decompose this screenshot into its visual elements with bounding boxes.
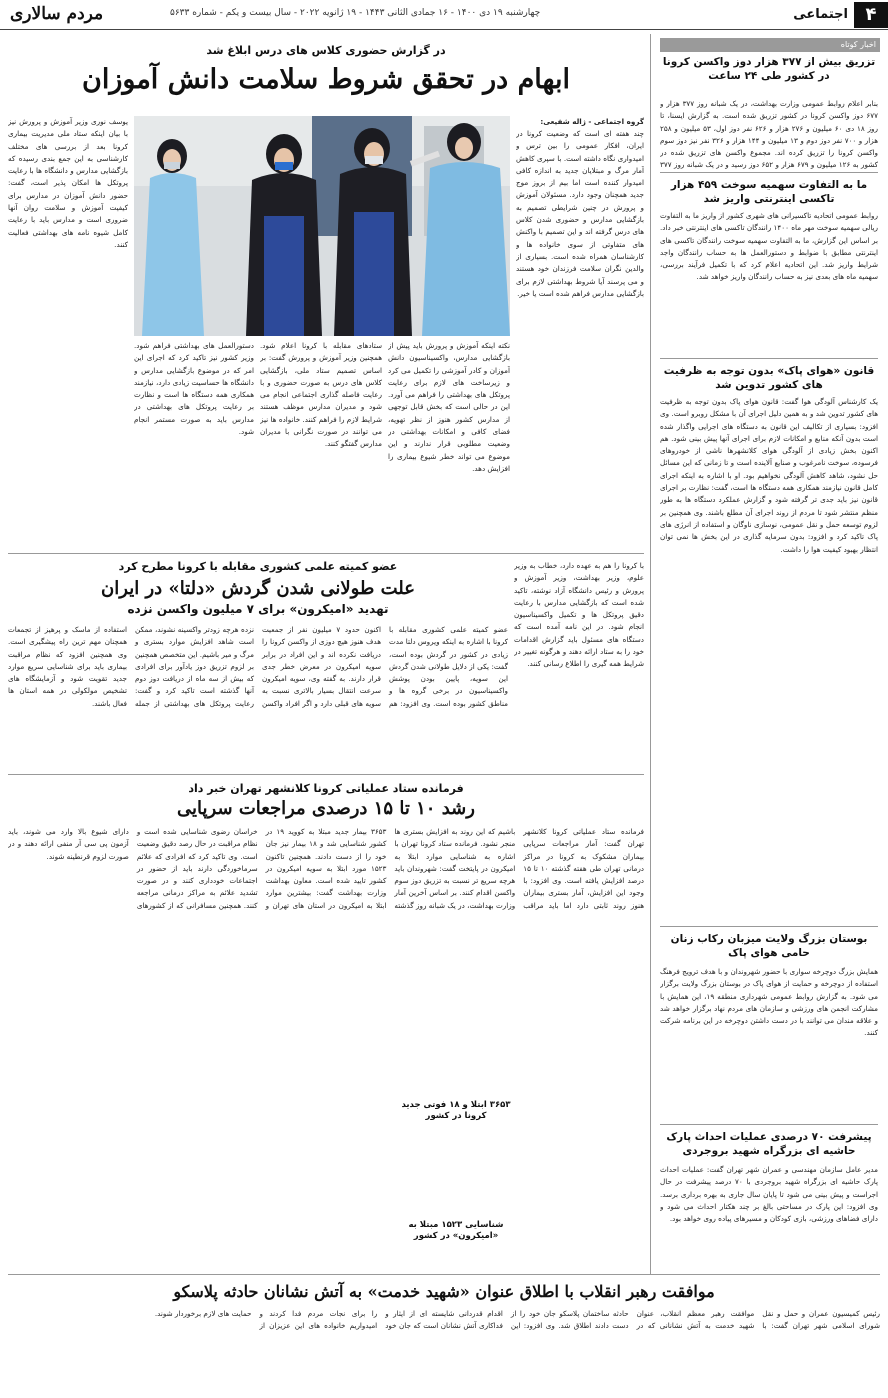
divider <box>8 1274 880 1275</box>
sidebar-item-body: یک کارشناس آلودگی هوا گفت: قانون هوای پاک بدون توجه به ظرفیت های کشور تدوین شد و به همین دلیل اجرای آن با مشکل روبرو است. وی افزود: بسیاری از تکالیف این قانون به دستگاه های اجرایی واگذار شده است بدون آنکه منابع و امکانات لازم برای اجرای آنها پیش بینی شود. هم اکنون بخش زیادی از آلودگی هوای کلانشهرها ناشی از خودروهای فرسوده، سوخت نامرغوب و صنایع آلاینده است و تا زمانی که این مسائل حل نشود، شاهد کاهش آلودگی نخواهیم بود. او با اشاره به اینکه اجرای کامل قانون نیازمند همکاری همه دستگاه ها است، گفت: نظارت بر اجرای قانون نیز باید جدی تر گرفته شود و گزارش عملکرد دستگاه ها به طور منظم منتشر شود تا مردم از روند اجرای آن مطلع باشند. وی همچنین بر لزوم توسعه حمل و نقل عمومی، نوسازی ناوگان و استفاده از انرژی های پاک تاکید کرد و افزود: بدون سرمایه گذاری در این بخش ها نمی توان انتظار بهبود کیفیت هوا را داشت. <box>660 397 878 554</box>
story3-inline-head: ۳۶۵۳ ابتلا و ۱۸ فوتی جدید کرونا در کشور <box>396 1100 516 1123</box>
story2-column-1: با کرونا را هم به عهده دارد، خطاب به وزیر علوم، وزیر بهداشت، وزیر آموزش و پرورش و رئیس دانشگاه آزاد نوشته، تاکید شده است که بازگشایی مدارس با رعایت دقیق پروتکل ها و تکمیل واکسیناسیون انجام شود. در این نامه آمده است که دستگاه های مسئول باید گزارش اقدامات خود را به ستاد ارائه دهند و هرگونه تغییر در شرایط همه گیری را اطلاع رسانی کنند. <box>514 561 644 669</box>
lead-column-4: دستورالعمل های بهداشتی فراهم شود. وزیر کشور نیز تاکید کرد که اجرای این امر که در موضوع بازگشایی مدارس و دانشگاه ها حساسیت زیادی دارد، نیازمند همکاری همه دستگاه ها است و نظارت بر رعایت پروتکل های بهداشتی در مدارس باید به صورت مستمر انجام شود. <box>134 341 254 437</box>
sidebar-item-title: قانون «هوای پاک» بدون توجه به ظرفیت های کشور تدوین شد <box>663 365 875 392</box>
story3-kicker: فرمانده ستاد عملیاتی کرونا کلانشهر تهران خبر داد <box>188 782 464 795</box>
sidebar-item-title: بوستان بزرگ ولایت میزبان رکاب زنان حامی هوای پاک <box>670 933 868 960</box>
lead-headline: ابهام در تحقق شروط سلامت دانش آموزان <box>82 64 570 95</box>
story3-headline: رشد ۱۰ تا ۱۵ درصدی مراجعات سرپایی <box>177 798 475 819</box>
story2-headline: علت طولانی شدن گردش «دلتا» در ایران <box>101 578 415 599</box>
lead-kicker: در گزارش حضوری کلاس های درس ابلاغ شد <box>206 44 446 57</box>
divider <box>660 358 878 359</box>
story3-body: فرمانده ستاد عملیاتی کرونا کلانشهر تهران گفت: آمار مراجعات سرپایی بیماران مشکوک به کرونا در مراکز درمانی تهران طی هفته گذشته ۱۰ تا ۱۵ درصد افزایش یافته است. وی افزود: با وجود این افزایش، آمار بستری بیماران هنوز روند ثابتی دارد اما باید مراقب باشیم که این روند به افزایش بستری ها منجر نشود. فرمانده ستاد کرونا تهران با اشاره به شناسایی موارد ابتلا به امیکرون در پایتخت گفت: شهروندان باید هرچه سریع تر نسبت به تزریق دوز سوم واکسن اقدام کنند. بر اساس آخرین آمار وزارت بهداشت، در یک شبانه روز گذشته ۳۶۵۳ بیمار جدید مبتلا به کووید ۱۹ در کشور شناسایی شد و ۱۸ بیمار نیز جان خود را از دست دادند. همچنین تاکنون ۱۵۲۳ مورد ابتلا به سویه امیکرون در کشور تایید شده است. معاون بهداشت وزارت بهداشت گفت: بیشترین موارد ابتلا به امیکرون در استان های تهران و خراسان رضوی شناسایی شده است و نظام مراقبت در حال رصد دقیق وضعیت است. وی تاکید کرد که افرادی که علائم سرماخوردگی دارند باید از حضور در اجتماعات خودداری کنند و در صورت تشدید علائم به مراکز درمانی مراجعه کنند. همچنین مسافرانی که از کشورهای دارای شیوع بالا وارد می شوند، باید آزمون پی سی آر منفی ارائه دهند و در صورت لزوم قرنطینه شوند. <box>8 827 644 910</box>
story2-subhead: تهدید «امیکرون» برای ۷ میلیون واکسن نزده <box>127 602 389 616</box>
sidebar-tag: اخبار کوتاه <box>660 38 880 52</box>
story2-kicker: عضو کمیته علمی کشوری مقابله با کرونا مطرح کرد <box>118 560 398 573</box>
sidebar-item-title: ما به التفاوت سهمیه سوخت ۴۵۹ هزار تاکسی اینترنتی واریز شد <box>670 179 868 206</box>
sidebar-item-body: مدیر عامل سازمان مهندسی و عمران شهر تهران گفت: عملیات احداث پارک حاشیه ای بزرگراه شهید بروجردی با ۷۰ درصد پیشرفت در حال اجراست و پیش بینی می شود تا پایان سال جاری به بهره برداری برسد. وی افزود: این پارک در مساحتی بالغ بر چند هکتار احداث می شود و دارای فضاهای ورزشی، بازی کودکان و مسیرهای پیاده روی خواهد بود. <box>660 1165 878 1224</box>
divider <box>8 774 644 775</box>
sidebar-item-title: پیشرفت ۷۰ درصدی عملیات احداث پارک حاشیه ای بزرگراه شهید بروجردی <box>666 1131 872 1158</box>
lead-column-1: چند هفته ای است که وضعیت کرونا در ایران، افکار عمومی را بین ترس و امیدواری نگاه داشته است. با سپری کاهش آمار مرگ و مبتلایان جدید به اندازه کافی امیدوار کننده است اما بیم از بروز موج جدید همچنان وجود دارد. مسئولان آموزش و پرورش در چنین شرایطی تصمیم به بازگشایی مدارس و حضوری شدن کلاس های درس گرفته اند و این تصمیم با واکنش های متفاوتی از سوی خانواده ها و کارشناسان همراه شده است. بسیاری از والدین نگران سلامت فرزندان خود هستند و می پرسند آیا شروط بهداشتی لازم برای بازگشایی مدارس فراهم شده است یا خیر. <box>516 129 644 298</box>
lead-photo <box>134 116 510 336</box>
newspaper-logo: مردم سالاری <box>10 4 104 24</box>
sidebar-item-body: همایش بزرگ دوچرخه سواری با حضور شهروندان و با هدف ترویج فرهنگ استفاده از دوچرخه و حمایت از هوای پاک در بوستان بزرگ ولایت برگزار می شود. به گزارش روابط عمومی شهرداری منطقه ۱۹، این همایش با مشارکت انجمن های ورزشی و سازمان های مردم نهاد برگزار خواهد شد و علاقه مندان می توانند با در دست داشتن دوچرخه در این برنامه شرکت کنند. <box>660 967 878 1038</box>
lead-column-2: نکته اینکه آموزش و پرورش باید پیش از بازگشایی مدارس، واکسیناسیون دانش آموزان و کادر آموزشی را تکمیل می کرد و زیرساخت های لازم برای رعایت پروتکل های بهداشتی را فراهم می آورد. این در حالی است که بخش قابل توجهی از مدارس کشور هنوز از نظر تهویه، فضای کافی و امکانات بهداشتی در وضعیت مطلوبی قرار ندارند و این موضوع می تواند خطر شیوع بیماری را افزایش دهد. <box>388 341 510 473</box>
divider <box>8 553 644 554</box>
divider <box>660 172 878 173</box>
story2-body: عضو کمیته علمی کشوری مقابله با کرونا با اشاره به اینکه ویروس دلتا مدت زیادی در کشور در گردش بوده است، گفت: یکی از دلایل طولانی شدن گردش این سویه، پایین بودن پوشش واکسیناسیون در برخی گروه ها و مناطق کشور بوده است. وی افزود: هم اکنون حدود ۷ میلیون نفر از جمعیت هدف هنوز هیچ دوزی از واکسن کرونا را دریافت نکرده اند و این افراد در برابر سویه امیکرون در معرض خطر جدی قرار دارند. به گفته وی، سویه امیکرون سرعت انتقال بسیار بالاتری نسبت به سویه های قبلی دارد و اگر افراد واکسن نزده هرچه زودتر واکسینه نشوند، ممکن است شاهد افزایش موارد بستری و مرگ و میر باشیم. این متخصص همچنین بر لزوم تزریق دوز یادآور برای افرادی که بیش از سه ماه از دریافت دوز دوم آنها گذشته است تاکید کرد و گفت: رعایت پروتکل های بهداشتی از جمله استفاده از ماسک و پرهیز از تجمعات همچنان مهم ترین راه پیشگیری است. وی همچنین افزود که نظام مراقبت بیماری باید برای شناسایی سریع موارد جدید تقویت شود و آزمایشگاه های تشخیص مولکولی در همه استان ها فعال باشند. <box>8 625 508 708</box>
sidebar-divider <box>650 34 651 1274</box>
divider <box>660 1124 878 1125</box>
sidebar-item-body: روابط عمومی اتحادیه تاکسیرانی های شهری کشور از واریز ما به التفاوت ریالی سهمیه سوخت مهر ماه ۱۴۰۰ رانندگان تاکسی های اینترنتی خبر داد. بر اساس این گزارش، ما به التفاوت سهمیه سوخت رانندگان تاکسی های اینترنتی مطابق با ضوابط و دستورالعمل ها به حساب رانندگان واجد شرایط واریز شد. این اتحادیه اعلام کرد که با تکمیل فرآیند بررسی، سهمیه ماه های بعدی نیز به حساب رانندگان واریز خواهد شد. <box>660 211 878 282</box>
lead-column-3: یوسف نوری وزیر آموزش و پرورش نیز با بیان اینکه ستاد ملی مدیریت بیماری کرونا بعد از بررسی های مختلف کارشناسی به این جمع بندی رسیده که بازگشایی مدارس و دانشگاه ها با رعایت پروتکل ها امکان پذیر است، گفت: حضور دانش آموزان در مدارس برای کیفیت آموزش و سلامت روان آنها ضروری است و مدارس باید با رعایت کامل شیوه نامه های بهداشتی فعالیت کنند. <box>8 117 128 249</box>
divider <box>660 926 878 927</box>
sidebar-item-title: تزریق بیش از ۳۷۷ هزار دوز واکسن کرونا در کشور طی ۲۴ ساعت <box>662 56 876 83</box>
story4-body: رئیس کمیسیون عمران و حمل و نقل شورای اسلامی شهر تهران گفت: با موافقت رهبر معظم انقلاب، عنوان شهید خدمت به آتش نشانانی که در حادثه ساختمان پلاسکو جان خود را از دست دادند اطلاق شد. وی افزود: این اقدام قدردانی شایسته ای از ایثار و فداکاری آتش نشانان است که جان خود را برای نجات مردم فدا کردند و امیدواریم خانواده های این عزیزان از حمایت های لازم برخوردار شوند. <box>154 1309 880 1331</box>
section-name: اجتماعی <box>793 7 848 22</box>
page-header <box>0 0 888 30</box>
lead-column-5: ستادهای مقابله با کرونا اعلام شود. همچنین وزیر آموزش و پرورش گفت: بر اساس تصمیم ستاد ملی، بازگشایی کلاس های درس به صورت حضوری و با رعایت فاصله گذاری اجتماعی انجام می شود و مدیران مدارس موظف هستند شرایط لازم را فراهم کنند. خانواده ها نیز می توانند در صورت نگرانی با مدیران مدارس گفتگو کنند. <box>260 341 382 449</box>
sidebar-item-body: بنابر اعلام روابط عمومی وزارت بهداشت، در یک شبانه روز ۳۷۷ هزار و ۶۷۷ دوز واکسن کرونا در کشور تزریق شده است. به گزارش ایسنا، تا روز ۱۸ دی ۶۰ میلیون و ۲۷۶ هزار و ۶۲۶ نفر دوز اول، ۵۳ میلیون و ۲۵۸ هزار و ۷۰۰ نفر دوز دوم و ۱۳ میلیون و ۱۴۴ هزار و ۳۲۶ نفر نیز دوز سوم واکسن کرونا را تزریق کرده اند. مجموع واکسن های تزریق شده در کشور به ۱۲۶ میلیون و ۶۷۹ هزار و ۶۵۲ دوز رسید و در یک شبانه روز ۳۷۷ <box>660 99 878 170</box>
students-health-check-photo <box>134 116 510 336</box>
lead-byline: گروه اجتماعی - ژاله شفیعی: <box>540 117 644 126</box>
page-number: ۴ <box>854 2 888 28</box>
story3-inline-head: شناسایی ۱۵۲۳ مبتلا به «امیکرون» در کشور <box>396 1220 516 1243</box>
dateline: چهارشنبه ۱۹ دی ۱۴۰۰ - ۱۶ جمادی الثانی ۱۴۴۳ - ۱۹ ژانویه ۲۰۲۲ - سال بیست و یکم - شماره ۵۶۳۳ <box>170 8 541 18</box>
story4-headline: موافقت رهبر انقلاب با اطلاق عنوان «شهید خدمت» به آتش نشانان حادثه پلاسکو <box>173 1282 715 1301</box>
